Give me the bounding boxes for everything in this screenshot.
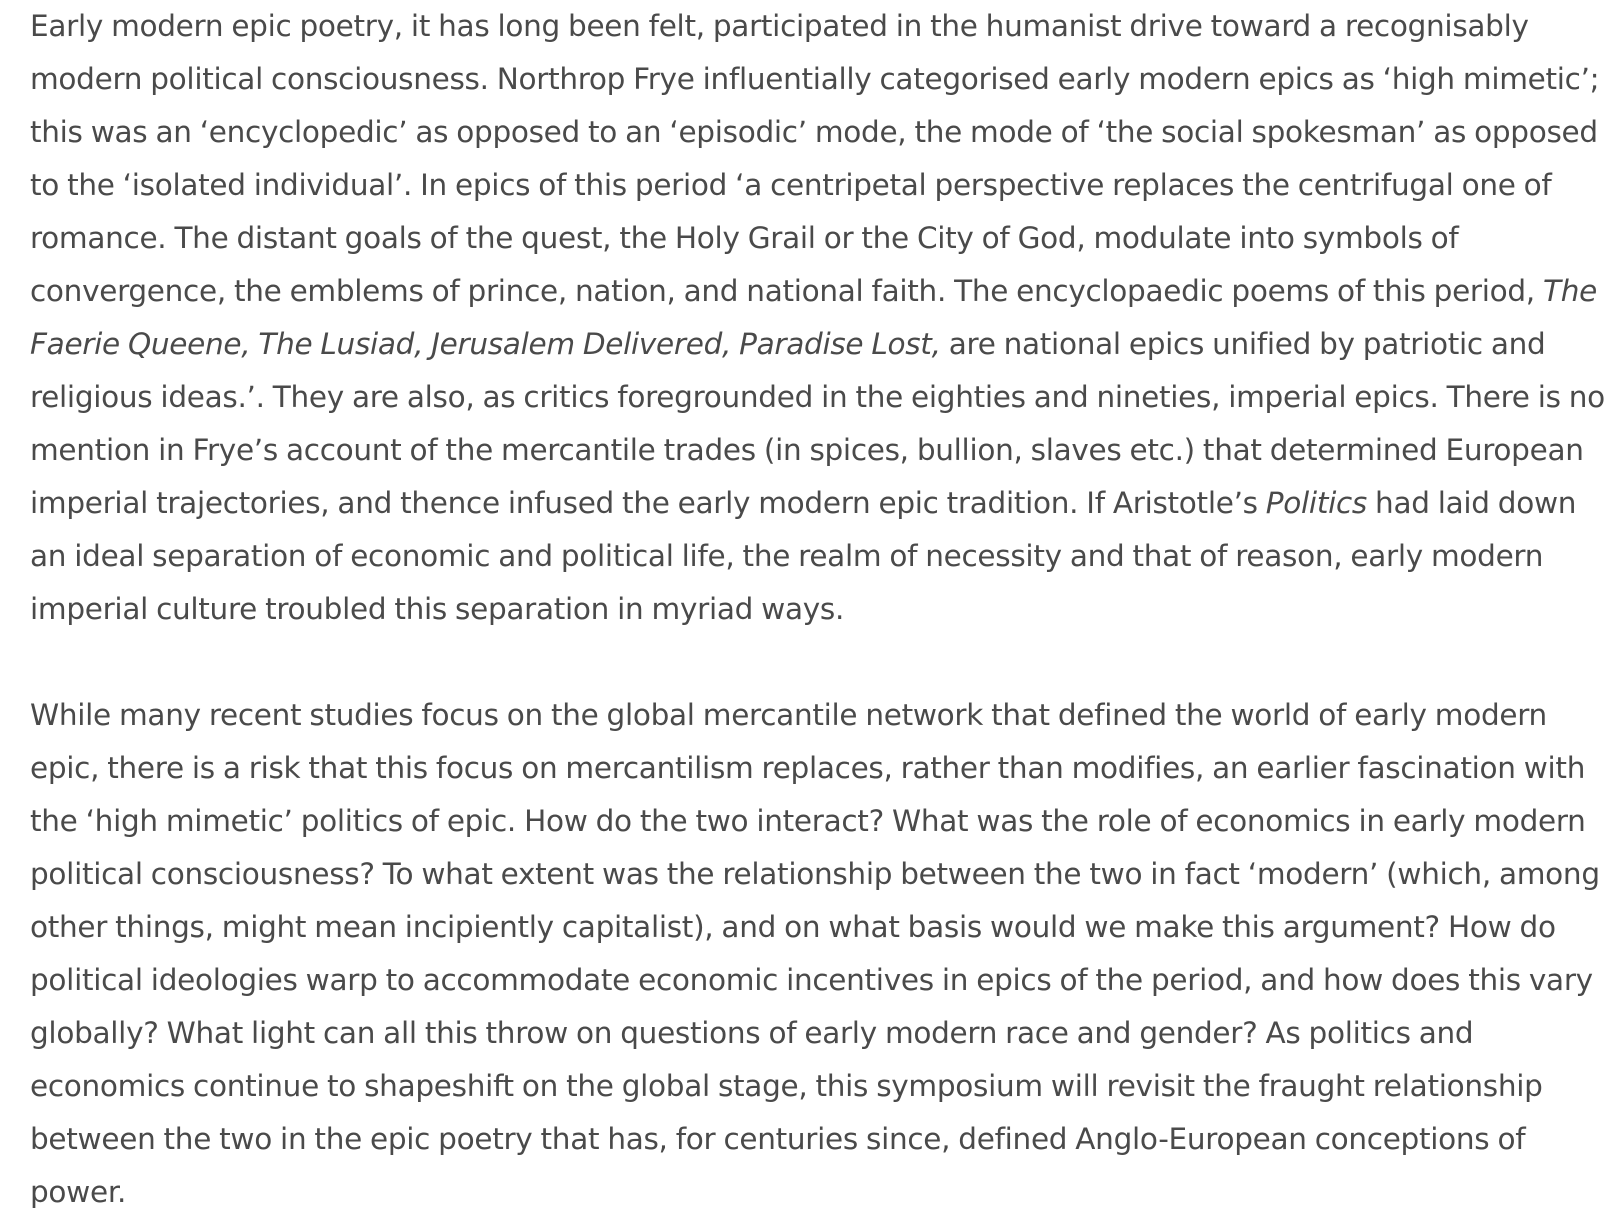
paragraph-1-text-b: are national epics unified by patriotic and religious ideas.’. They are also, as critics foregrounded in the eighties and nineties, imperial epics. There is no mention in Frye’s account of the mercantile trades (in spices, bullion, slaves etc.) that determined European imperial trajectories, and thence infused the early modern epic tradition. If Aristotle’s — [30, 327, 1605, 520]
paragraph-1-text-a: Early modern epic poetry, it has long been felt, participated in the humanist drive toward a recognisably modern political consciousness. Northrop Frye influentially categorised early modern epics as ‘high mimetic’; this was an ‘encyclopedic’ as opposed to an ‘episodic’ mode, the mode of ‘the social spokesman’ as opposed to the ‘isolated individual’. In epics of this period ‘a centripetal perspective replaces the centrifugal one of romance. The distant goals of the quest, the Holy Grail or the City of God, modulate into symbols of convergence, the emblems of prince, nation, and national faith. The encyclopaedic poems of this period, — [30, 9, 1600, 308]
paragraph-1 — [30, 0, 1608, 636]
paragraph-1-text-c: had laid down an ideal separation of economic and political life, the realm of necessity and that of reason, early modern imperial culture troubled this separation in myriad ways. — [30, 486, 1577, 626]
paragraph-1-italic-titles: The Faerie Queene, The Lusiad, Jerusalem Delivered, Paradise Lost, — [30, 274, 1597, 361]
paragraph-1-italic-politics: Politics — [1265, 486, 1367, 520]
article-body — [30, 0, 1608, 1219]
paragraph-2: While many recent studies focus on the global mercantile network that defined the world of early modern epic, there is a risk that this focus on mercantilism replaces, rather than modifies, an earlier fascination with the ‘high mimetic’ politics of epic. How do the two interact? What was the role of economics in early modern political consciousness? To what extent was the relationship between the two in fact ‘modern’ (which, among other things, might mean incipiently capitalist), and on what basis would we make this argument? How do political ideologies warp to accommodate economic incentives in epics of the period, and how does this vary globally? What light can all this throw on questions of early modern race and gender? As politics and economics continue to shapeshift on the global stage, this symposium will revisit the fraught relationship between the two in the epic poetry that has, for centuries since, defined Anglo-European conceptions of power. — [30, 698, 1600, 1209]
